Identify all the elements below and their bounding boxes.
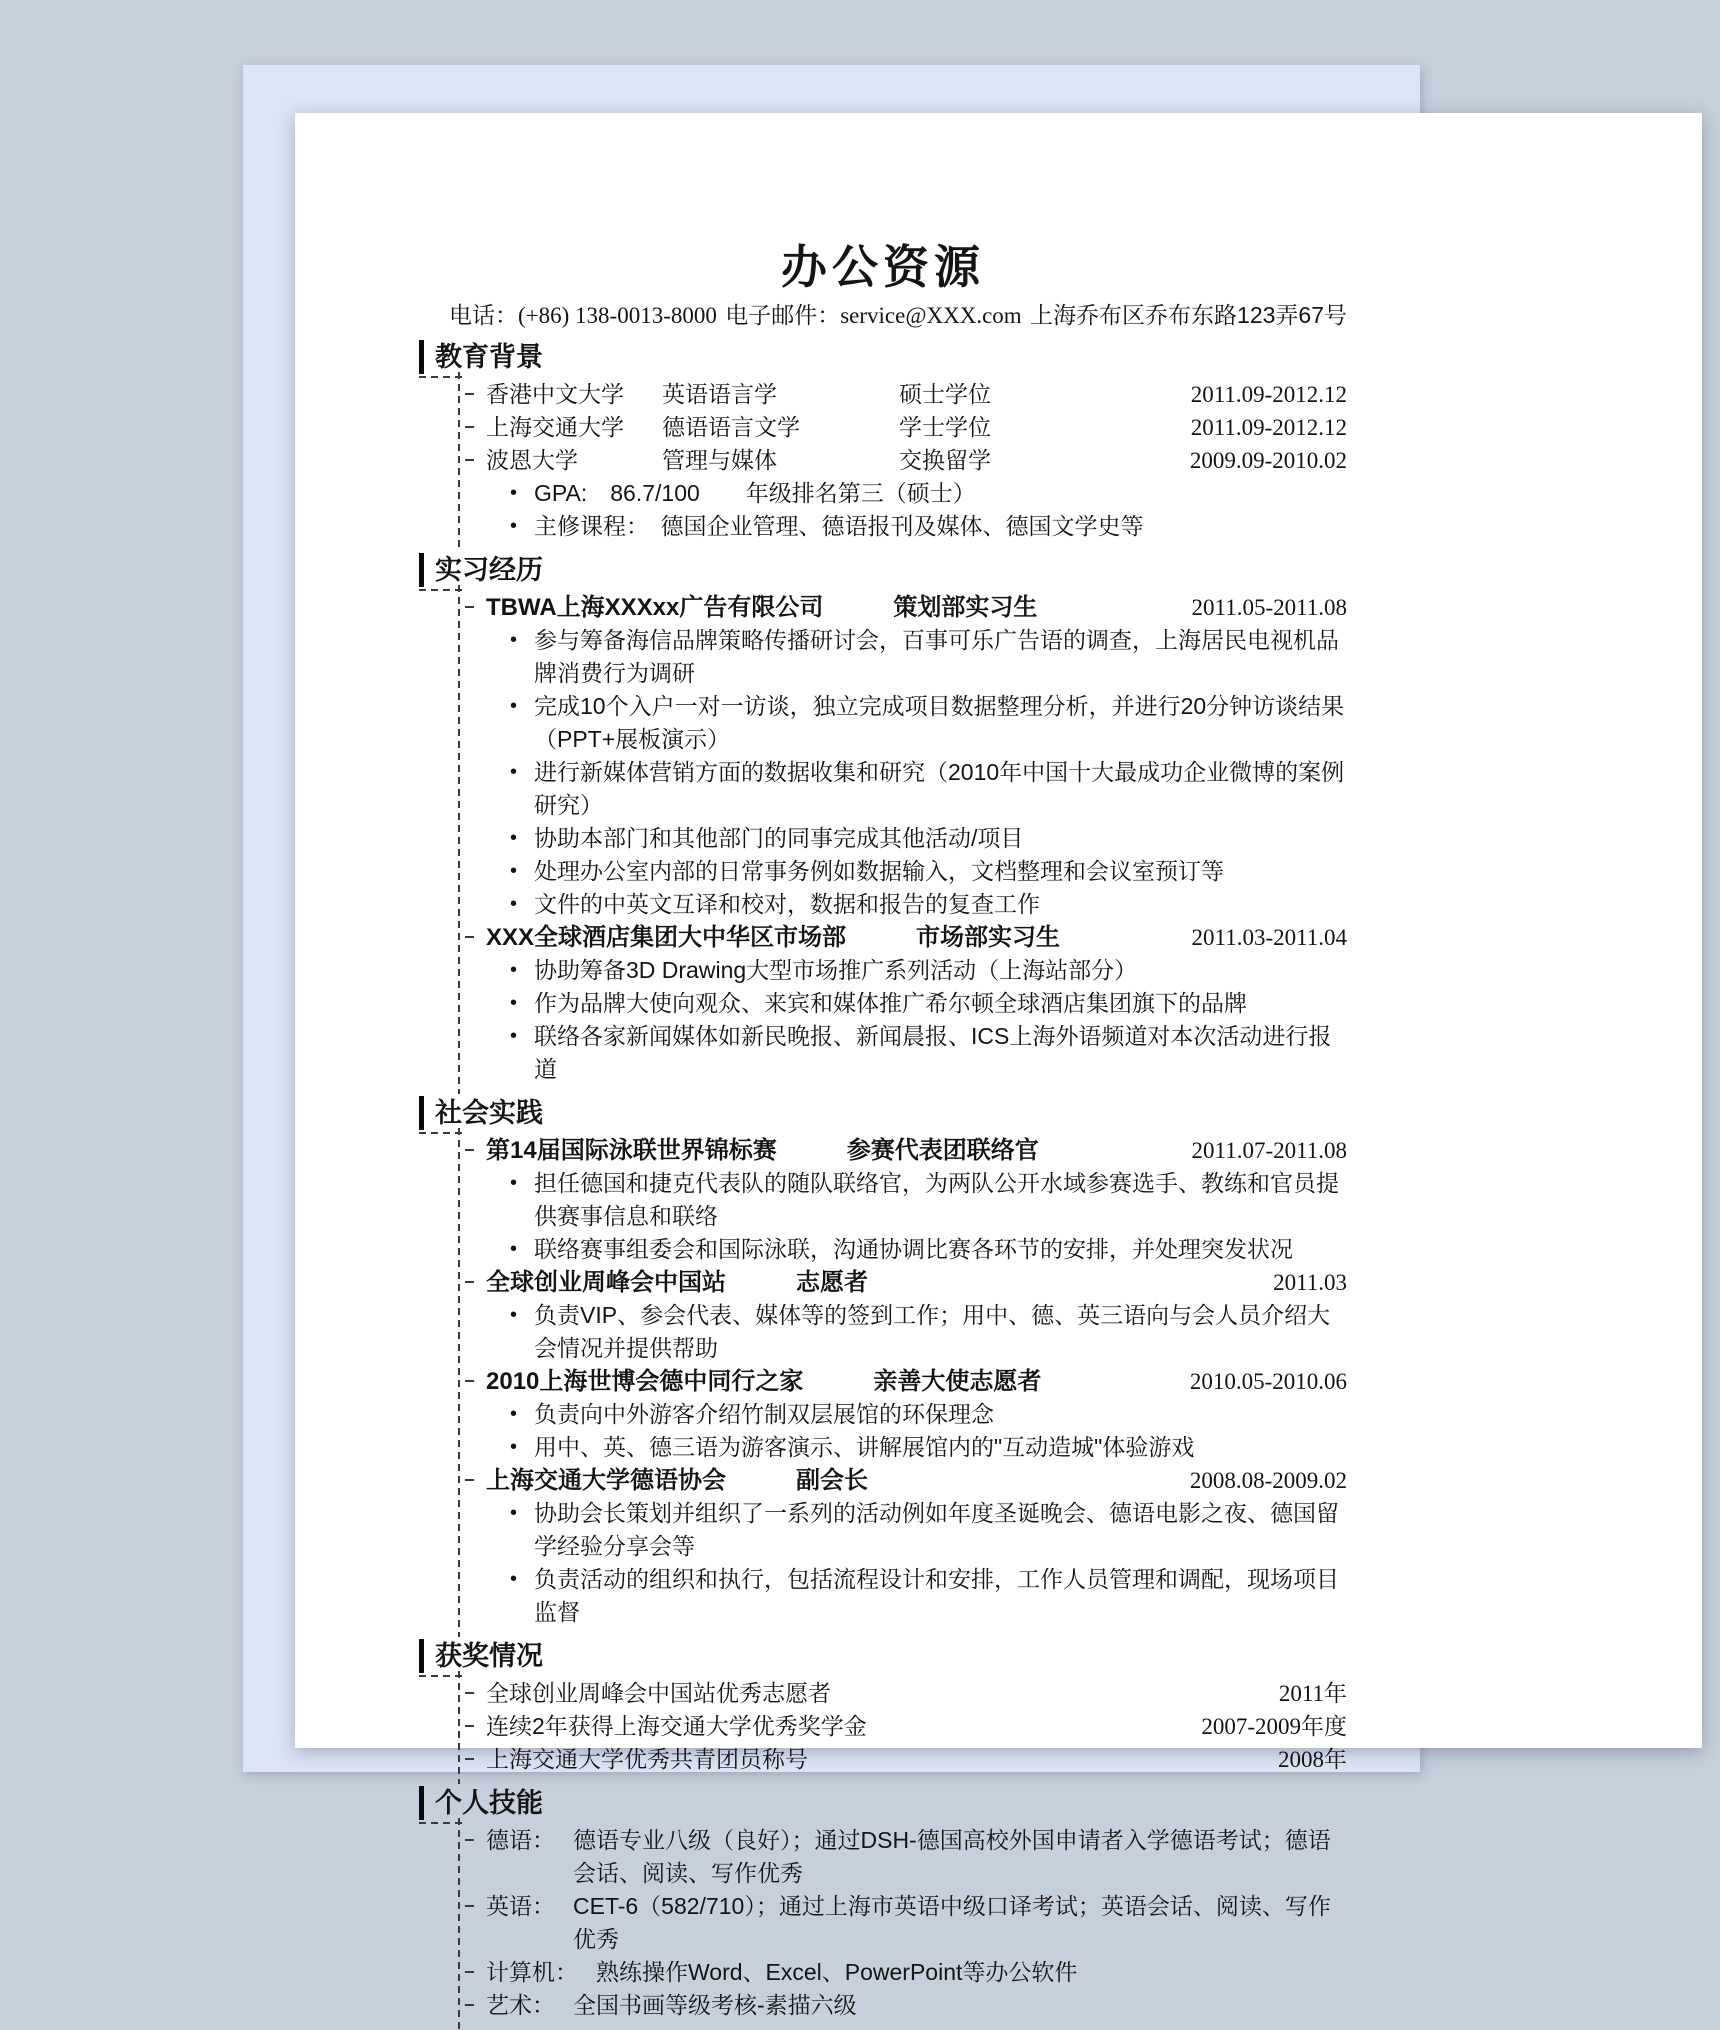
role-title: 参赛代表团联络官 — [846, 1137, 1039, 1164]
list-item — [486, 624, 1347, 690]
education-row — [486, 411, 1347, 444]
section-body — [458, 1820, 1347, 2024]
experience-entry — [486, 1266, 1347, 1365]
award-row — [486, 1677, 1347, 1710]
entry-header — [486, 921, 1347, 954]
award-text: 全球创业周峰会中国站优秀志愿者 — [486, 1680, 831, 1706]
contact-phone — [449, 299, 717, 332]
list-item — [486, 510, 1347, 543]
experience-entry — [486, 1134, 1347, 1266]
role-title: 策划部实习生 — [893, 594, 1038, 621]
skill-row — [486, 1956, 1347, 1989]
bullet-text: 参与筹备海信品牌策略传播研讨会，百事可乐广告语的调查，上海居民电视机品牌消费行为调研 — [534, 627, 1339, 686]
award-date: 2011年 — [1278, 1681, 1347, 1706]
section-title — [419, 1639, 1347, 1673]
bullet-dot: • — [510, 1304, 518, 1326]
date-range: 2011.09-2012.12 — [1190, 382, 1347, 407]
school-name: 香港中文大学 — [486, 381, 624, 407]
degree: 学士学位 — [899, 414, 991, 440]
section-title-label: 实习经历 — [435, 555, 543, 585]
experience-entry — [486, 1464, 1347, 1629]
organization-name: 全球创业周峰会中国站 — [486, 1269, 726, 1296]
experience-entry — [486, 1365, 1347, 1464]
bullet-dot: • — [510, 992, 518, 1014]
major: 管理与媒体 — [662, 447, 777, 473]
skill-label: 艺术： — [486, 1992, 555, 2018]
role-title: 市场部实习生 — [916, 924, 1061, 951]
bullet-text: 协助筹备3D Drawing大型市场推广系列活动（上海站部分） — [534, 957, 1138, 983]
bullet-text: 文件的中英文互译和校对，数据和报告的复查工作 — [534, 891, 1040, 917]
list-item — [486, 477, 1347, 510]
skill-label: 德语： — [486, 1827, 555, 1853]
list-item — [486, 1299, 1347, 1365]
resume-section — [419, 1096, 1347, 1631]
role-title: 志愿者 — [796, 1269, 868, 1296]
bullet-text: 主修课程： 德国企业管理、德语报刊及媒体、德国文学史等 — [534, 513, 1144, 539]
date-range: 2011.03 — [1273, 1270, 1347, 1295]
entry-bullets — [486, 624, 1347, 921]
entry-bullets — [486, 1167, 1347, 1266]
entry-header — [486, 1134, 1347, 1167]
award-row — [486, 1710, 1347, 1743]
list-item — [486, 855, 1347, 888]
bullet-text: 担任德国和捷克代表队的随队联络官，为两队公开水域参赛选手、教练和官员提供赛事信息和联络 — [534, 1170, 1339, 1229]
skill-row — [486, 1989, 1347, 2022]
bullet-dot: • — [510, 482, 518, 504]
bullet-text: 用中、英、德三语为游客演示、讲解展馆内的"互动造城"体验游戏 — [534, 1434, 1195, 1460]
resume-section — [419, 1786, 1347, 2024]
bullet-dot: • — [510, 1436, 518, 1458]
contact-row — [419, 299, 1347, 332]
experience-entry — [486, 591, 1347, 921]
school-name: 上海交通大学 — [486, 414, 624, 440]
list-item — [486, 1020, 1347, 1086]
education-row — [486, 378, 1347, 411]
email-value: service@XXX.com — [840, 303, 1022, 328]
skill-text: 德语专业八级（良好）；通过DSH-德国高校外国申请者入学德语考试；德语会话、阅读、写作优秀 — [573, 1827, 1331, 1886]
bullet-text: 负责向中外游客介绍竹制双层展馆的环保理念 — [534, 1401, 994, 1427]
phone-value: (+86) 138-0013-8000 — [518, 303, 717, 328]
skill-label: 英语： — [486, 1893, 555, 1919]
date-range: 2010.05-2010.06 — [1189, 1369, 1347, 1394]
degree: 硕士学位 — [899, 381, 991, 407]
bullet-dot: • — [510, 761, 518, 783]
list-item — [486, 1398, 1347, 1431]
bullet-dot: • — [510, 1568, 518, 1590]
date-range: 2011.03-2011.04 — [1191, 925, 1347, 950]
date-range: 2008.08-2009.02 — [1189, 1468, 1347, 1493]
list-item — [486, 954, 1347, 987]
entry-header — [486, 591, 1347, 624]
bullet-text: 完成10个入户一对一访谈，独立完成项目数据整理分析，并进行20分钟访谈结果（PPT+展板演示） — [534, 693, 1345, 752]
page-title: 办公资源 — [781, 241, 985, 293]
contact-email — [725, 299, 1021, 332]
entry-bullets — [486, 1497, 1347, 1629]
section-body — [458, 1130, 1347, 1631]
list-item — [486, 756, 1347, 822]
bullet-text: 进行新媒体营销方面的数据收集和研究（2010年中国十大最成功企业微博的案例研究） — [534, 759, 1345, 818]
award-date: 2008年 — [1278, 1747, 1347, 1772]
bullet-dot: • — [510, 827, 518, 849]
bullet-dot: • — [510, 1403, 518, 1425]
entry-header — [486, 1365, 1347, 1398]
resume-page — [295, 113, 1702, 2018]
date-range: 2009.09-2010.02 — [1189, 448, 1347, 473]
role-title: 亲善大使志愿者 — [873, 1368, 1042, 1395]
date-range: 2011.07-2011.08 — [1191, 1138, 1347, 1163]
bullet-dot: • — [510, 1172, 518, 1194]
bullet-dot: • — [510, 1238, 518, 1260]
section-title — [419, 1096, 1347, 1130]
list-item — [486, 1497, 1347, 1563]
section-title-label: 教育背景 — [435, 342, 543, 372]
award-text: 上海交通大学优秀共青团员称号 — [486, 1746, 808, 1772]
section-title-label: 个人技能 — [435, 1788, 543, 1818]
award-date: 2007-2009年度 — [1201, 1714, 1347, 1739]
award-text: 连续2年获得上海交通大学优秀奖学金 — [486, 1713, 867, 1739]
role-title: 副会长 — [796, 1467, 868, 1494]
list-item — [486, 690, 1347, 756]
resume-section — [419, 1639, 1347, 1778]
list-item — [486, 1431, 1347, 1464]
date-range: 2011.05-2011.08 — [1191, 595, 1347, 620]
skill-row — [486, 1824, 1347, 1890]
section-body — [458, 587, 1347, 1088]
award-row — [486, 1743, 1347, 1776]
list-item — [486, 822, 1347, 855]
bullet-text: 负责活动的组织和执行，包括流程设计和安排，工作人员管理和调配，现场项目监督 — [534, 1566, 1339, 1625]
resume-section — [419, 553, 1347, 1088]
section-title-label: 获奖情况 — [435, 1641, 543, 1671]
entry-header — [486, 1464, 1347, 1497]
bullet-text: GPA: 86.7/100 年级排名第三（硕士） — [534, 480, 976, 506]
major: 德语语言文学 — [662, 414, 800, 440]
bullet-dot: • — [510, 893, 518, 915]
skill-text: 熟练操作Word、Excel、PowerPoint等办公软件 — [596, 1959, 1078, 1985]
phone-label: 电话： — [449, 302, 518, 328]
list-item — [486, 1563, 1347, 1629]
list-item — [486, 1167, 1347, 1233]
skill-row — [486, 1890, 1347, 1956]
bullet-text: 作为品牌大使向观众、来宾和媒体推广希尔顿全球酒店集团旗下的品牌 — [534, 990, 1247, 1016]
list-item — [486, 1233, 1347, 1266]
bullet-text: 联络赛事组委会和国际泳联，沟通协调比赛各环节的安排，并处理突发状况 — [534, 1236, 1293, 1262]
section-title-label: 社会实践 — [435, 1098, 543, 1128]
organization-name: TBWA上海XXXxx广告有限公司 — [486, 594, 824, 621]
organization-name: 2010上海世博会德中同行之家 — [486, 1368, 804, 1395]
list-item — [486, 987, 1347, 1020]
date-range: 2011.09-2012.12 — [1190, 415, 1347, 440]
bullet-text: 协助本部门和其他部门的同事完成其他活动/项目 — [534, 825, 1024, 851]
school-name: 波恩大学 — [486, 447, 578, 473]
skill-text: 全国书画等级考核-素描六级 — [573, 1992, 857, 2018]
organization-name: 上海交通大学德语协会 — [486, 1467, 726, 1494]
entry-bullets — [486, 1299, 1347, 1365]
bullet-text: 协助会长策划并组织了一系列的活动例如年度圣诞晚会、德语电影之夜、德国留学经验分享会等 — [534, 1500, 1339, 1559]
resume-section — [419, 340, 1347, 545]
organization-name: XXX全球酒店集团大中华区市场部 — [486, 924, 847, 951]
bullet-dot: • — [510, 860, 518, 882]
section-body — [458, 1673, 1347, 1778]
skill-label: 计算机： — [486, 1959, 578, 1985]
major: 英语语言学 — [662, 381, 777, 407]
contact-address: 上海乔布区乔布东路123弄67号 — [1030, 302, 1347, 328]
list-item — [486, 888, 1347, 921]
skill-text: CET-6（582/710）；通过上海市英语中级口译考试；英语会话、阅读、写作优秀 — [573, 1893, 1331, 1952]
sections — [419, 340, 1347, 2024]
bullet-dot: • — [510, 959, 518, 981]
bullet-dot: • — [510, 1502, 518, 1524]
section-title — [419, 340, 1347, 374]
resume-content — [419, 241, 1347, 2024]
bullet-dot: • — [510, 1025, 518, 1047]
section-title — [419, 1786, 1347, 1820]
email-label: 电子邮件： — [725, 302, 841, 328]
education-row — [486, 444, 1347, 477]
bullet-text: 处理办公室内部的日常事务例如数据输入，文档整理和会议室预订等 — [534, 858, 1224, 884]
bullet-text: 负责VIP、参会代表、媒体等的签到工作；用中、德、英三语向与会人员介绍大会情况并提供帮助 — [534, 1302, 1331, 1361]
organization-name: 第14届国际泳联世界锦标赛 — [486, 1137, 777, 1164]
bullet-dot: • — [510, 515, 518, 537]
section-title — [419, 553, 1347, 587]
entry-bullets — [486, 954, 1347, 1086]
degree: 交换留学 — [899, 447, 991, 473]
bullet-text: 联络各家新闻媒体如新民晚报、新闻晨报、ICS上海外语频道对本次活动进行报道 — [534, 1023, 1332, 1082]
entry-bullets — [486, 1398, 1347, 1464]
bullet-dot: • — [510, 629, 518, 651]
entry-header — [486, 1266, 1347, 1299]
bullet-dot: • — [510, 695, 518, 717]
section-body — [458, 374, 1347, 545]
experience-entry — [486, 921, 1347, 1086]
